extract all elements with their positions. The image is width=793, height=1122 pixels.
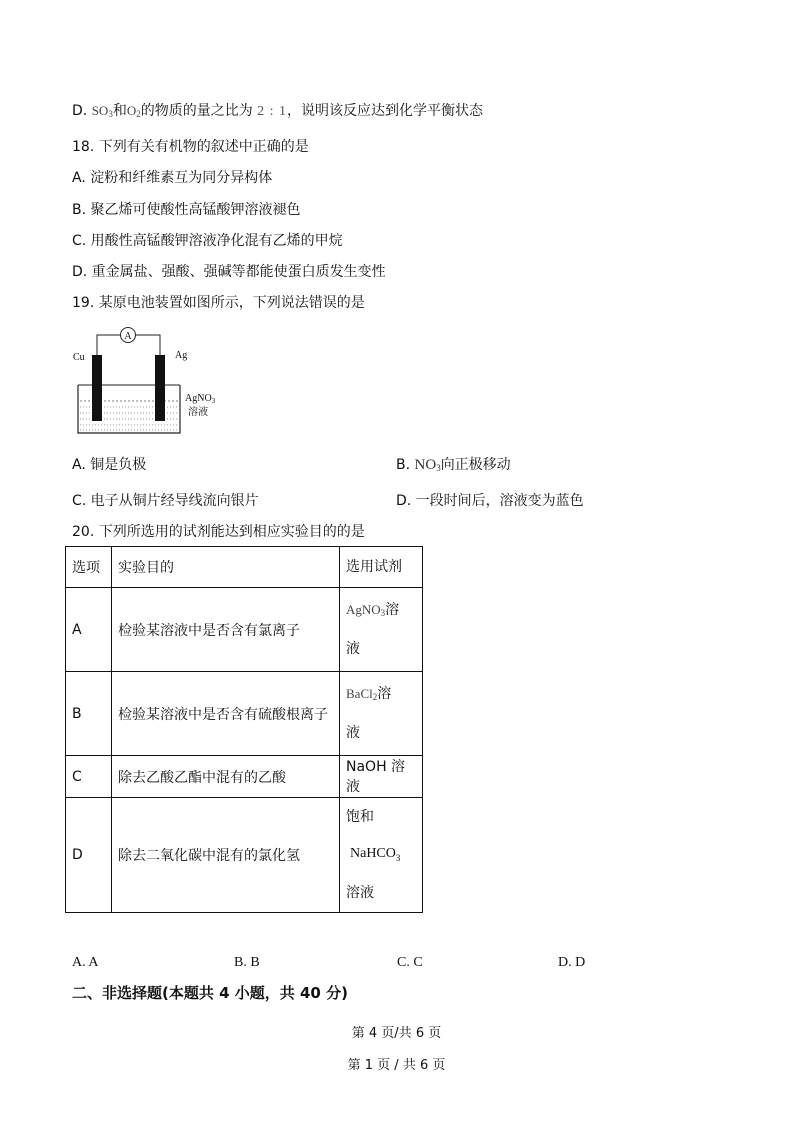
ag-label: Ag bbox=[175, 350, 188, 361]
inner-page-number: 第 4 页/共 6 页 bbox=[351, 1026, 442, 1041]
q18-option-c: C. 用酸性高锰酸钾溶液净化混有乙烯的甲烷 bbox=[72, 233, 343, 249]
cu-label: Cu bbox=[73, 352, 85, 363]
nitrate-formula: $NO_3$ bbox=[414, 457, 441, 473]
q17-option-d: D. $SO_3$和$O_2$的物质的量之比为 2 : 1，说明该反应达到化学平衡状态 bbox=[72, 103, 484, 119]
table-header-row bbox=[66, 547, 423, 588]
reagent-cell: 饱和 NaHCO$_3$ 溶液 bbox=[340, 798, 423, 913]
reagent-cell: BaCl$_2$溶 液 bbox=[340, 672, 423, 756]
ammeter-label: A bbox=[124, 331, 132, 342]
ag-electrode bbox=[155, 355, 165, 421]
so3-formula: $SO_3$ bbox=[91, 103, 113, 119]
header-purpose: 实验目的 bbox=[112, 547, 340, 588]
galvanic-cell-figure bbox=[70, 325, 230, 437]
q19-stem: 19. 某原电池装置如图所示，下列说法错误的是 bbox=[72, 295, 365, 311]
q18-option-a: A. 淀粉和纤维素互为同分异构体 bbox=[72, 170, 273, 186]
ratio: 2 : 1 bbox=[257, 104, 288, 119]
table-row: C 除去乙酸乙酯中混有的乙酸 NaOH 溶液 bbox=[66, 756, 423, 798]
q19-option-d: D. 一段时间后，溶液变为蓝色 bbox=[396, 493, 584, 509]
q18-stem: 18. 下列有关有机物的叙述中正确的是 bbox=[72, 139, 309, 155]
q19-option-c: C. 电子从铜片经导线流向银片 bbox=[72, 493, 259, 509]
section-heading: 二、非选择题(本题共 4 小题，共 40 分) bbox=[72, 984, 348, 1002]
solution-formula-label: AgNO$_3$ bbox=[185, 393, 216, 405]
answer-b: B. B bbox=[234, 955, 260, 970]
answer-c: C. C bbox=[397, 955, 423, 970]
solution-name-label: 溶液 bbox=[188, 407, 208, 418]
wire-right bbox=[136, 335, 160, 355]
q20-stem: 20. 下列所选用的试剂能达到相应实验目的的是 bbox=[72, 524, 365, 540]
options-table bbox=[65, 546, 423, 913]
cu-electrode bbox=[92, 355, 102, 421]
reagent-cell: AgNO$_3$溶 液 bbox=[340, 588, 423, 672]
answer-d: D. D bbox=[558, 955, 586, 970]
o2-formula: $O_2$ bbox=[126, 103, 141, 119]
header-option: 选项 bbox=[66, 547, 112, 588]
table-row: A 检验某溶液中是否含有氯离子 AgNO$_3$溶 液 bbox=[66, 588, 423, 672]
q18-option-b: B. 聚乙烯可使酸性高锰酸钾溶液褪色 bbox=[72, 202, 301, 218]
wire-left bbox=[97, 335, 120, 355]
q19-option-b: B. $NO_3$向正极移动 bbox=[396, 457, 511, 473]
table-row: B 检验某溶液中是否含有硫酸根离子 BaCl$_2$溶 液 bbox=[66, 672, 423, 756]
header-reagent: 选用试剂 bbox=[340, 547, 423, 588]
answer-a: A. A bbox=[72, 955, 99, 970]
table-row: D 除去二氧化碳中混有的氯化氢 饱和 NaHCO$_3$ 溶液 bbox=[66, 798, 423, 913]
q19-option-a: A. 铜是负极 bbox=[72, 457, 147, 473]
q18-option-d: D. 重金属盐、强酸、强碱等都能使蛋白质发生变性 bbox=[72, 264, 386, 280]
outer-page-number: 第 1 页 / 共 6 页 bbox=[347, 1058, 446, 1073]
